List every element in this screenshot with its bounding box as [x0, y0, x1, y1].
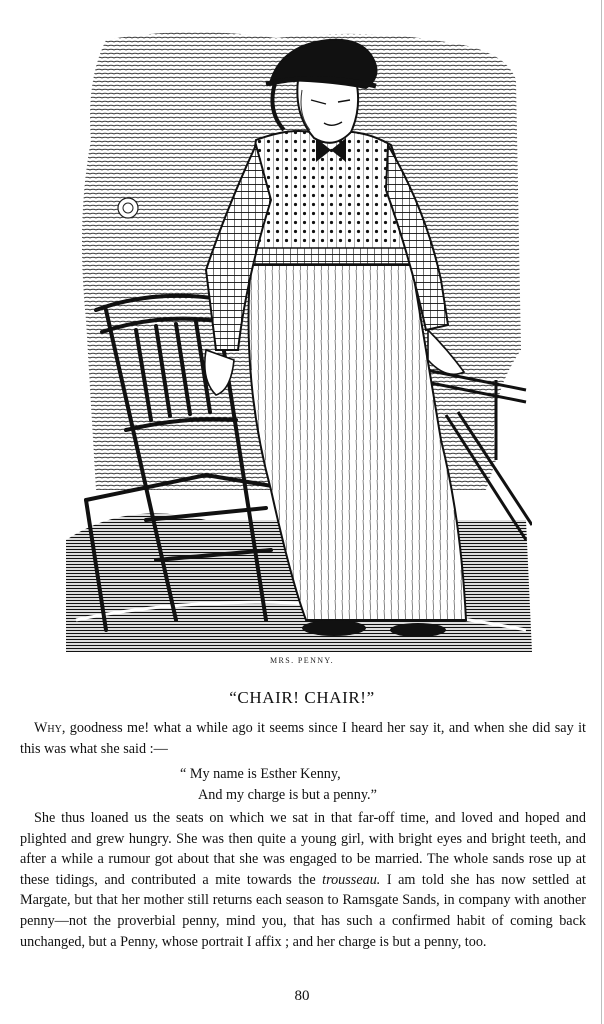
illustration-mrs-penny [66, 20, 532, 652]
paragraph-first-word: Why, [34, 720, 66, 736]
page-number: 80 [294, 988, 310, 1004]
verse-line-1: “ My name is Esther Kenny, [180, 766, 341, 782]
paragraph-body-text-a: She thus loaned us the seats on which we sat in that far-off time, and loved and hoped and plighted and grew hungry. She was then quite a young girl, with bright eyes and bright teeth, and after a while a rumour got about that she was engaged to be married. The whole sands rose up at these tidings, and contributed a mite towards the [20, 810, 586, 888]
verse-quote [180, 764, 480, 805]
paragraph-body-text-b: I am told she has now settled at Margate, but that her mother still returns each season to Ramsgate Sands, in company with another penny—not the proverbial penny, mind you, that has such a confirmed habit of coming back unchanged, but a Penny, whose portrait I affix ; and her charge is but a penny, too. [20, 871, 586, 950]
paragraph-intro-text: goodness me! what a while ago it seems since I heard her say it, and when she did say it this was what she said :— [20, 720, 586, 757]
paragraph-intro [20, 718, 586, 759]
figure-caption: MRS. PENNY. [270, 656, 334, 665]
chapter-title: “CHAIR! CHAIR!” [229, 688, 375, 707]
paragraph-body [20, 808, 586, 952]
paragraph-body-italic: trousseau. [322, 871, 381, 888]
engraving-drawing [66, 20, 532, 652]
verse-line-2: And my charge is but a penny.” [198, 786, 377, 803]
page-edge-line [601, 0, 602, 1024]
